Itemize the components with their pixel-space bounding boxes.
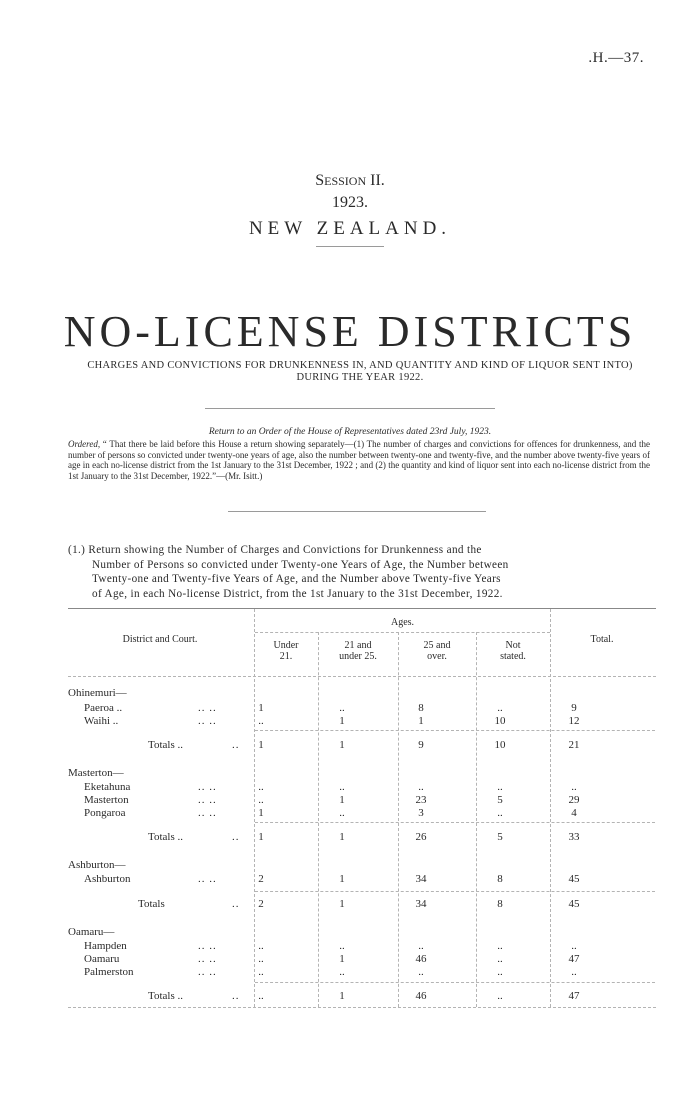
- district-court-header: District and Court.: [122, 634, 198, 645]
- header-bottom-rule: [68, 676, 656, 677]
- subtotal-rule: [255, 891, 655, 892]
- group-name: Ashburton—: [68, 859, 126, 871]
- table-row: Waihi .. .. .. .. 1 1 10 12: [84, 715, 580, 727]
- heading-line: Twenty-one and Twenty-five Years of Age, and the Number above Twenty-five Years: [92, 573, 501, 585]
- table-row: Eketahuna .. .. .. .. .. .. ..: [84, 781, 577, 793]
- document-title: NO-LICENSE DISTRICTS: [63, 307, 637, 356]
- table-row: Masterton .. .. .. 1 23 5 29: [84, 794, 580, 806]
- table-row: Palmerston .. .. .. .. .. .. ..: [84, 966, 577, 978]
- table-bottom-rule: [68, 1007, 656, 1008]
- not-stated-header: Not stated.: [500, 640, 526, 662]
- ages-underline: [255, 632, 550, 633]
- table-top-rule: [68, 608, 656, 609]
- table-row: Ashburton .. .. 2 1 34 8 45: [84, 873, 580, 885]
- subtotal-rule: [255, 822, 655, 823]
- 21-to-25-header: 21 and under 25.: [339, 640, 377, 662]
- ages-header: Ages.: [390, 617, 415, 628]
- table-row: Paeroa .. .. .. 1 .. 8 .. 9: [84, 702, 577, 714]
- divider: [205, 408, 495, 409]
- country-name: NEW ZEALAND.: [248, 218, 452, 239]
- group-name: Oamaru—: [68, 926, 115, 938]
- 25-and-over-header: 25 and over.: [423, 640, 451, 662]
- totals-row: Totals .. .. 1 1 26 5 33: [148, 831, 580, 843]
- group-name: Ohinemuri—: [68, 687, 127, 699]
- totals-row: Totals .. 2 1 34 8 45: [138, 898, 580, 910]
- subtotal-rule: [255, 982, 655, 983]
- order-paragraph: Ordered, “ That there be laid before this House a return showing separately—(1) The number of charges and convictions for offences for drunkenness, and the number of persons so convicted under twenty-one years of age, also the number between twenty-one and twenty-five, and the number above twenty-five years of age in each no-license district from the 1st January to the 31st December, 1922 ; and (2) the quantity and kind of liquor sent into each no-license district from the 1st January to the 31st December, 1922.”—(Mr. Isitt.): [68, 439, 650, 481]
- table-row: Oamaru .. .. .. 1 46 .. 47: [84, 953, 580, 965]
- session-label: SESSION II.: [315, 172, 385, 189]
- heading-line: (1.) Return showing the Number of Charges and Convictions for Drunkenness and the: [68, 544, 482, 556]
- table-row: Pongaroa .. .. 1 .. 3 .. 4: [84, 807, 577, 819]
- totals-row: Totals .. .. .. 1 46 .. 47: [148, 990, 580, 1002]
- divider: [228, 511, 486, 512]
- heading-line: Number of Persons so convicted under Twenty-one Years of Age, the Number between: [92, 558, 509, 571]
- document-subtitle: CHARGES AND CONVICTIONS FOR DRUNKENNESS IN, AND QUANTITY AND KIND OF LIQUOR SENT INTO) DURING THE YEAR 1922.: [87, 360, 633, 383]
- under-21-header: Under 21.: [273, 640, 299, 662]
- return-order-line: Return to an Order of the House of Representatives dated 23rd July, 1923.: [208, 427, 492, 437]
- table-heading: [68, 543, 656, 601]
- divider: [316, 246, 384, 247]
- totals-row: Totals .. .. 1 1 9 10 21: [148, 739, 580, 751]
- table-row: Hampden .. .. .. .. .. .. ..: [84, 940, 577, 952]
- page-reference: .H.—37.: [588, 50, 644, 66]
- group-name: Masterton—: [68, 767, 124, 779]
- subtotal-rule: [255, 730, 655, 731]
- total-header: Total.: [590, 634, 614, 645]
- session-year: 1923.: [332, 194, 368, 211]
- heading-line: of Age, in each No-license District, from the 1st January to the 31st December, 1922.: [92, 587, 503, 600]
